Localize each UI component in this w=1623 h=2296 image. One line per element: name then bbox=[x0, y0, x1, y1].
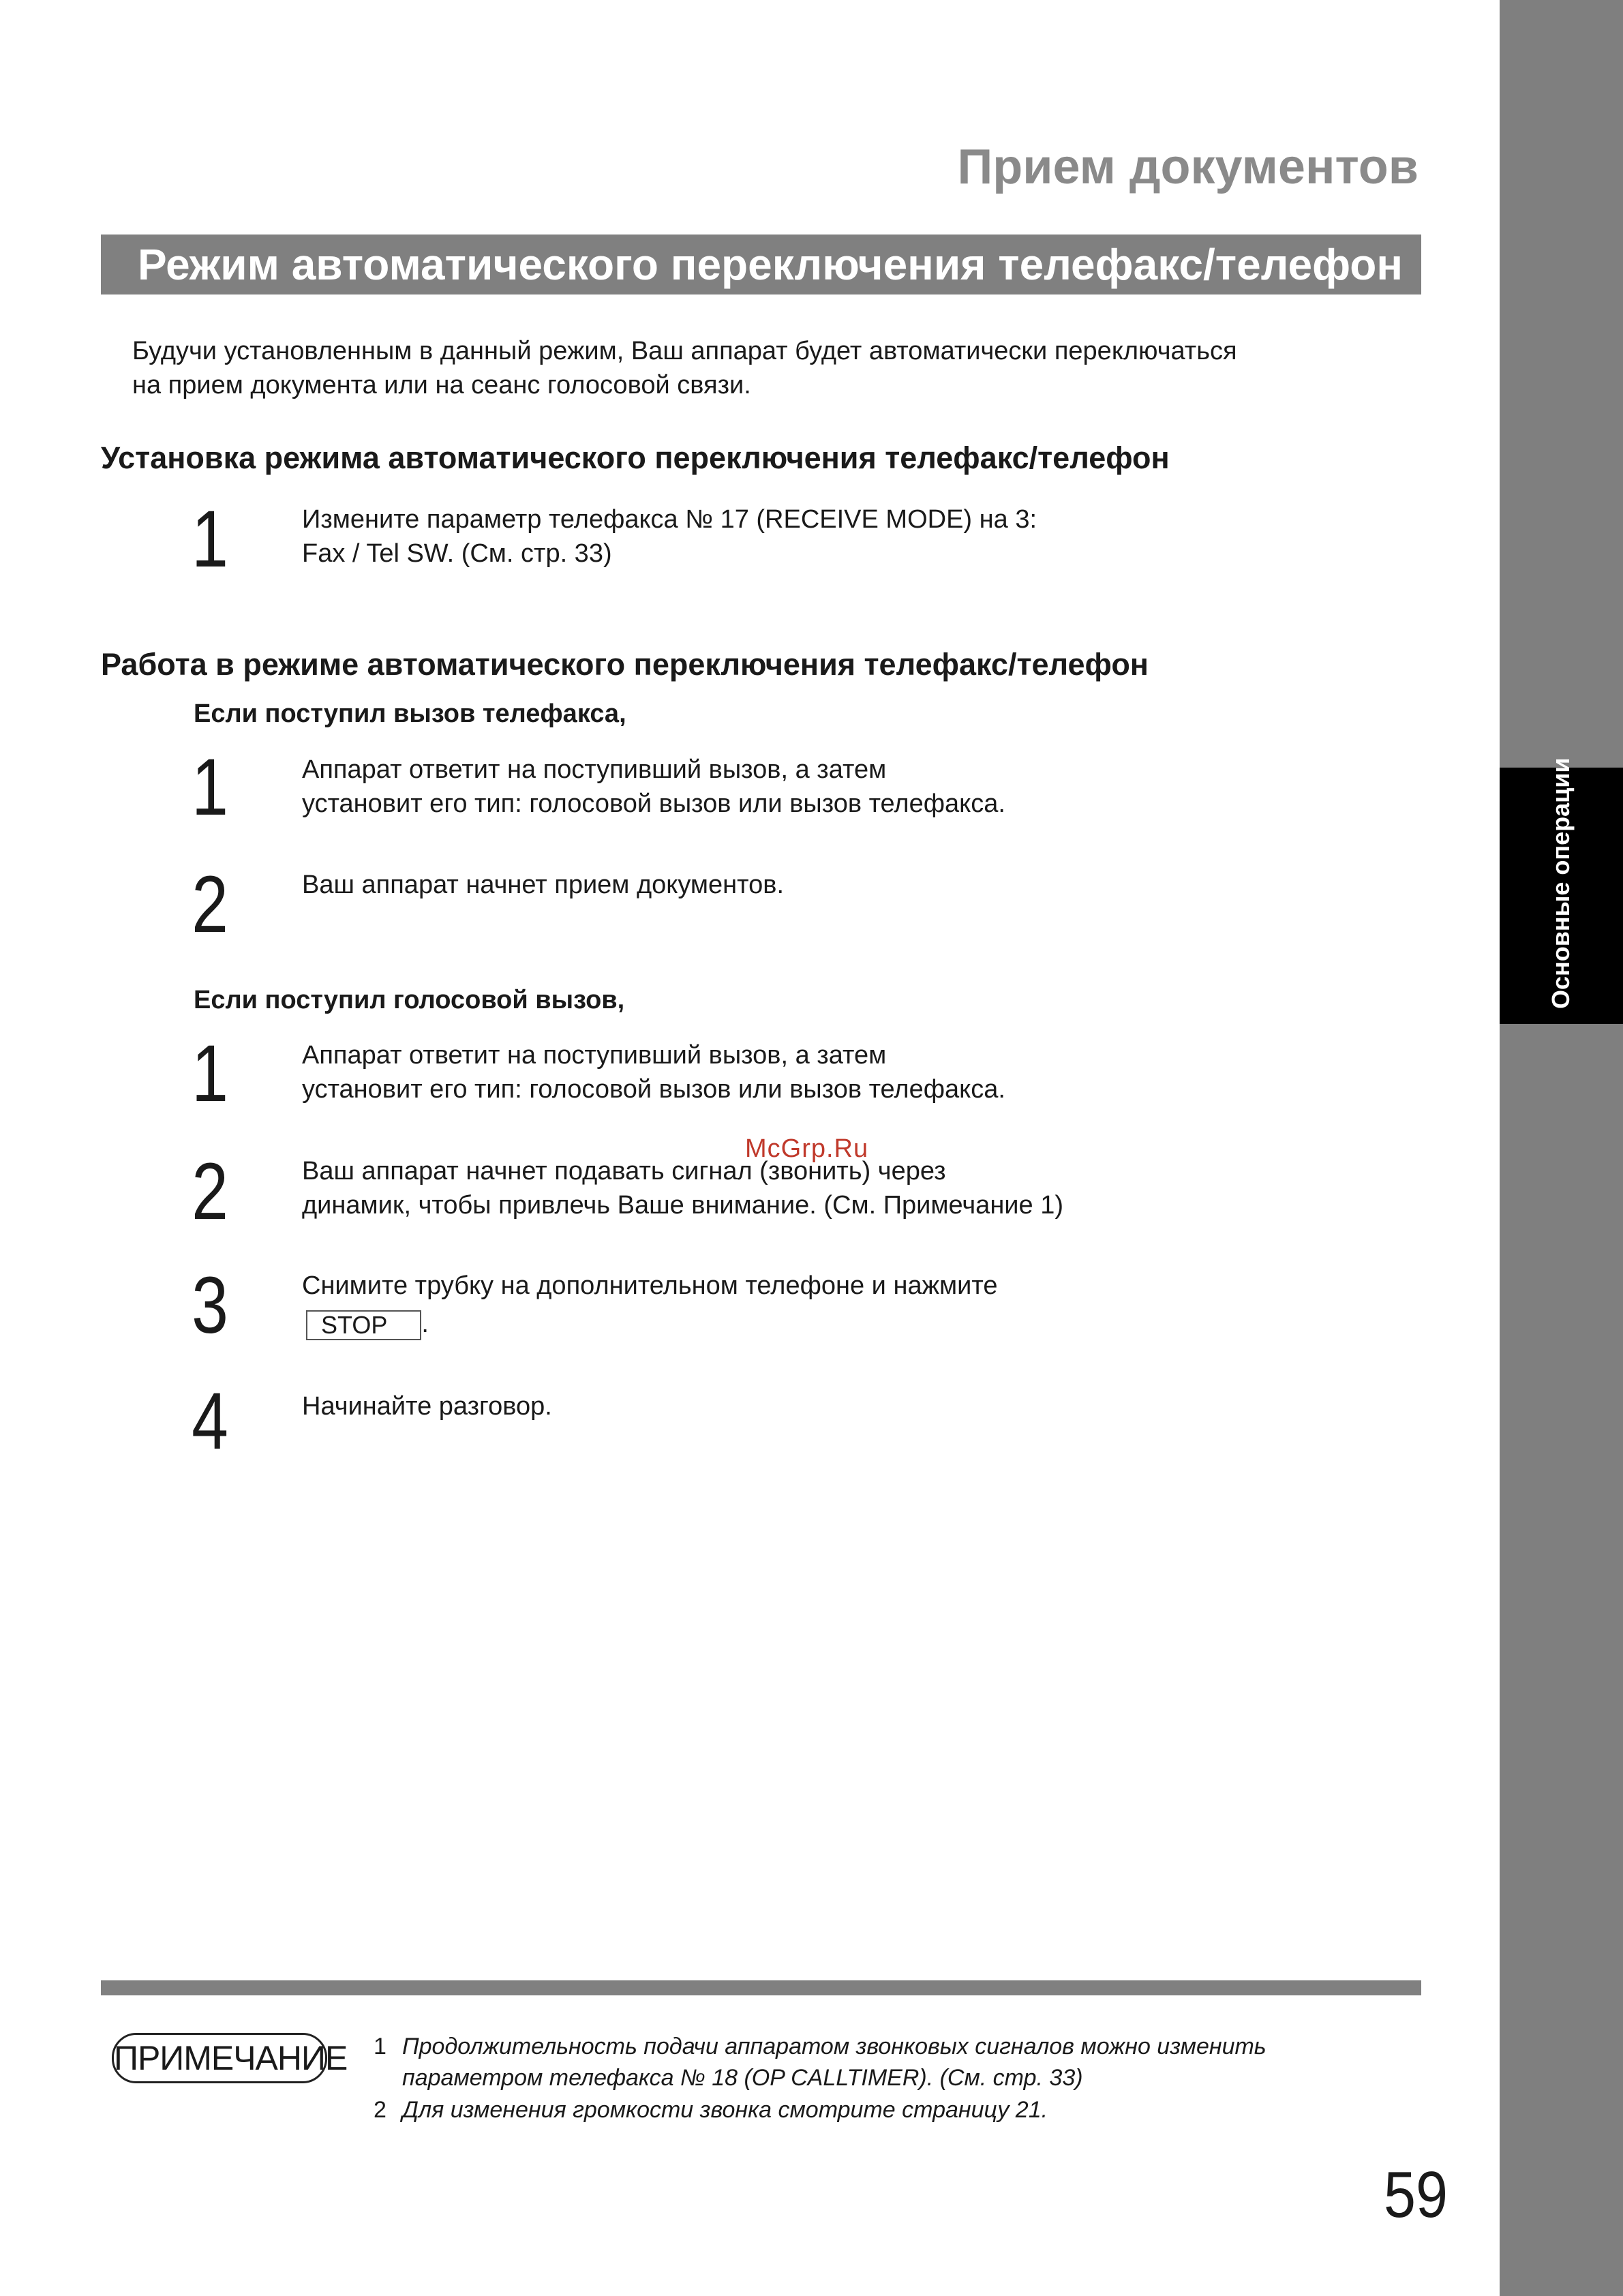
operation-heading: Работа в режиме автоматического переключения телефакс/телефон bbox=[101, 647, 1149, 682]
chapter-tab-label: Основные операции bbox=[1547, 757, 1575, 1009]
step-line: Ваш аппарат начнет прием документов. bbox=[302, 871, 785, 899]
step-line: Ваш аппарат начнет подавать сигнал (звонить) через bbox=[302, 1157, 946, 1185]
fax-step-number: 1 bbox=[192, 742, 228, 832]
voice-step-text bbox=[302, 1269, 1461, 1341]
voice-step-text bbox=[302, 1038, 1461, 1106]
page-number: 59 bbox=[1384, 2158, 1448, 2231]
voice-step-number: 4 bbox=[192, 1376, 228, 1466]
watermark: McGrp.Ru bbox=[745, 1134, 869, 1163]
intro-paragraph bbox=[132, 334, 1427, 402]
voice-step-number: 2 bbox=[192, 1147, 228, 1237]
step-line: установит его тип: голосовой вызов или вызов телефакса. bbox=[302, 789, 1005, 818]
voice-step-number: 1 bbox=[192, 1029, 228, 1119]
step-line bbox=[302, 1307, 1461, 1341]
step-line: установит его тип: голосовой вызов или вызов телефакса. bbox=[302, 1075, 1005, 1104]
section-header: Прием документов bbox=[957, 140, 1419, 194]
page-title-bar bbox=[101, 235, 1421, 294]
footnote-number: 1 bbox=[374, 2034, 386, 2059]
footnote-number: 2 bbox=[374, 2097, 386, 2123]
page-title: Режим автоматического переключения телефакс/телефон bbox=[138, 240, 1404, 289]
footnote-line: параметром телефакса № 18 (OP CALLTIMER). (См. стр. 33) bbox=[402, 2065, 1083, 2091]
fax-call-condition: Если поступил вызов телефакса, bbox=[194, 699, 626, 728]
footnote-line: Для изменения громкости звонка смотрите страницу 21. bbox=[402, 2097, 1048, 2123]
step-line: Измените параметр телефакса № 17 (RECEIVE MODE) на 3: bbox=[302, 505, 1037, 534]
voice-step-number: 3 bbox=[192, 1260, 228, 1350]
voice-step-text bbox=[302, 1389, 1461, 1423]
note-badge: ПРИМЕЧАНИЕ bbox=[112, 2033, 327, 2083]
stop-key: STOP bbox=[306, 1310, 421, 1340]
fax-step-text bbox=[302, 868, 1461, 902]
fax-step-text bbox=[302, 753, 1461, 821]
fax-step-number: 2 bbox=[192, 860, 228, 950]
footnote-text bbox=[402, 2031, 1466, 2094]
step-line: Аппарат ответит на поступивший вызов, а затем bbox=[302, 755, 887, 784]
setup-heading: Установка режима автоматического переключения телефакс/телефон bbox=[101, 440, 1170, 475]
voice-step-text bbox=[302, 1154, 1461, 1222]
step-line: Начинайте разговор. bbox=[302, 1392, 552, 1421]
intro-line: на прием документа или на сеанс голосовой связи. bbox=[132, 371, 751, 399]
step-line: Fax / Tel SW. (См. стр. 33) bbox=[302, 539, 612, 568]
notes-divider bbox=[101, 1980, 1421, 1995]
step-line: динамик, чтобы привлечь Ваше внимание. (См. Примечание 1) bbox=[302, 1191, 1064, 1220]
footnote-text bbox=[402, 2094, 1466, 2126]
key-suffix: . bbox=[421, 1310, 429, 1338]
side-margin-bar bbox=[1500, 0, 1623, 2296]
footnote-line: Продолжительность подачи аппаратом звонковых сигналов можно изменить bbox=[402, 2034, 1266, 2059]
voice-call-condition: Если поступил голосовой вызов, bbox=[194, 986, 625, 1014]
setup-step-text bbox=[302, 502, 1461, 571]
setup-step-number: 1 bbox=[192, 494, 228, 584]
intro-line: Будучи установленным в данный режим, Ваш аппарат будет автоматически переключаться bbox=[132, 337, 1237, 365]
step-line: Снимите трубку на дополнительном телефоне и нажмите bbox=[302, 1271, 998, 1300]
step-line: Аппарат ответит на поступивший вызов, а затем bbox=[302, 1041, 887, 1070]
